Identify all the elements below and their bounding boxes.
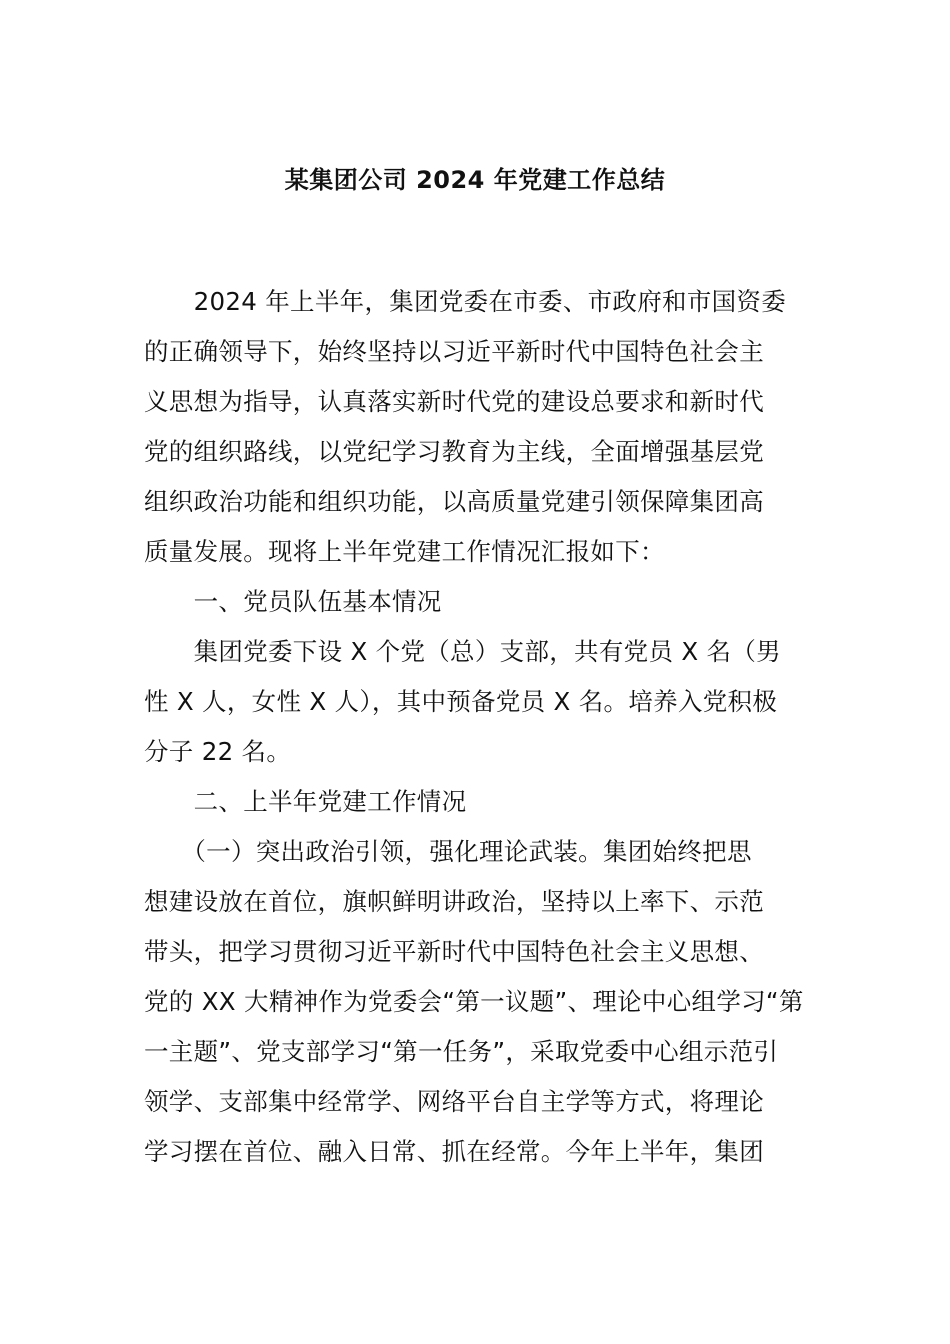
paragraph-line: 学习摆在首位、融入日常、抓在经常。今年上半年，集团 (144, 1137, 764, 1166)
paragraph-line: 集团党委下设 X 个党（总）支部，共有党员 X 名（男 (144, 637, 781, 666)
paragraph-line: 义思想为指导，认真落实新时代党的建设总要求和新时代 (144, 387, 764, 416)
document-title: 某集团公司 2024 年党建工作总结 (284, 166, 666, 194)
paragraph-line: 党的 XX 大精神作为党委会“第一议题”、理论中心组学习“第 (144, 987, 804, 1016)
section-heading: 一、党员队伍基本情况 (144, 587, 442, 616)
paragraph-line: （一）突出政治引领，强化理论武装。集团始终把思 (144, 837, 752, 866)
paragraph-line: 性 X 人，女性 X 人），其中预备党员 X 名。培养入党积极 (144, 687, 778, 716)
section-heading: 二、上半年党建工作情况 (144, 787, 467, 816)
paragraph-line: 2024 年上半年，集团党委在市委、市政府和市国资委 (144, 287, 787, 316)
paragraph-line: 党的组织路线，以党纪学习教育为主线，全面增强基层党 (144, 437, 764, 466)
paragraph-line: 质量发展。现将上半年党建工作情况汇报如下： (144, 537, 665, 566)
paragraph-line: 组织政治功能和组织功能，以高质量党建引领保障集团高 (144, 487, 764, 516)
paragraph-line: 一主题”、党支部学习“第一任务”，采取党委中心组示范引 (144, 1037, 779, 1066)
paragraph-line: 的正确领导下，始终坚持以习近平新时代中国特色社会主 (144, 337, 764, 366)
paragraph-line: 带头，把学习贯彻习近平新时代中国特色社会主义思想、 (144, 937, 764, 966)
paragraph-line: 领学、支部集中经常学、网络平台自主学等方式，将理论 (144, 1087, 764, 1116)
paragraph-line: 想建设放在首位，旗帜鲜明讲政治，坚持以上率下、示范 (144, 887, 764, 916)
paragraph-line: 分子 22 名。 (144, 737, 292, 766)
